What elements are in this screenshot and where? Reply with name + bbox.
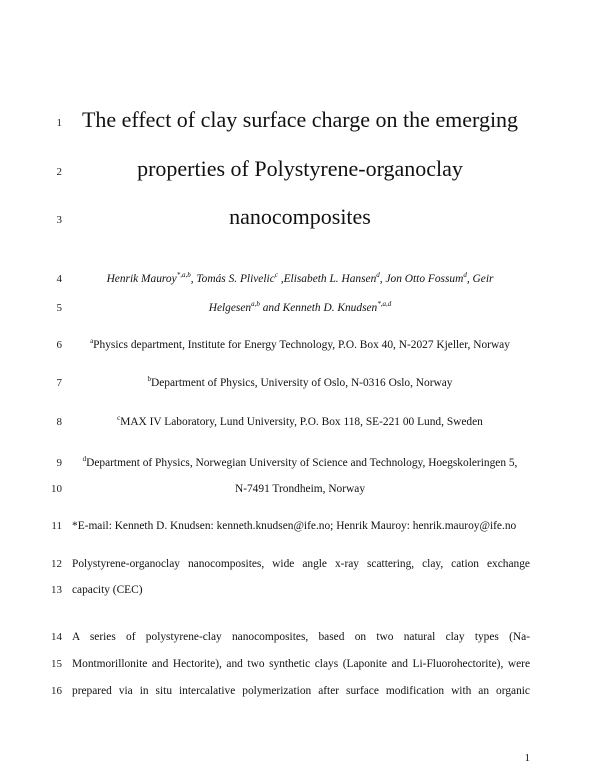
line-number: 5	[56, 302, 62, 314]
author-name: Elisabeth L. Hansen	[283, 273, 377, 285]
author-line-1: Henrik Mauroy$^{*,a,b}$, Tomás S. Plivelic$^c$ ,Elisabeth L. Hansen$^d$, Jon Otto Fossum$^d$, Geir	[106, 271, 494, 285]
author-line-2: Helgesen$^{a,b}$ and Kenneth D. Knudsen$^{*,a,d}$	[208, 300, 392, 314]
paper-title-line-2: properties of Polystyrene-organoclay	[137, 156, 463, 181]
author-mark: d	[376, 271, 380, 280]
affiliation-mark: d	[82, 455, 87, 464]
author-mark: c	[274, 271, 278, 280]
paper-title-line-3: nanocomposites	[229, 204, 371, 229]
author-name: Jon Otto Fossum	[385, 273, 464, 285]
abstract-line-3: prepared via in situ intercalative polymerization after surface modification with an organic	[72, 685, 530, 697]
line-number: 13	[51, 584, 62, 596]
affiliation-d-line-2: N-7491 Trondheim, Norway	[234, 483, 366, 495]
author-name: Henrik Mauroy	[106, 273, 177, 285]
affiliation-a: $^a$Physics department, Institute for Energy Technology, P.O. Box 40, N-2027 Kjeller, Norway	[90, 337, 510, 351]
line-number: 3	[56, 214, 62, 226]
author-mark: a,b	[251, 300, 260, 309]
line-number: 2	[56, 166, 62, 178]
line-number: 7	[56, 377, 62, 389]
line-number: 6	[56, 339, 62, 351]
affiliation-c: $^c$MAX IV Laboratory, Lund University, P.O. Box 118, SE-221 00 Lund, Sweden	[117, 414, 483, 428]
affiliation-d: $^d$Department of Physics, Norwegian University of Science and Technology, Hoegskoleringen 5,	[82, 455, 518, 469]
affiliation-mark: b	[147, 375, 151, 384]
line-number: 15	[51, 658, 62, 670]
affiliation-mark: c	[117, 414, 121, 423]
author-name: Kenneth D. Knudsen	[282, 302, 378, 314]
line-number: 8	[56, 416, 62, 428]
corresponding-email: *E-mail: Kenneth D. Knudsen: kenneth.knudsen@ife.no; Henrik Mauroy: henrik.mauroy@ife.no	[72, 520, 517, 532]
line-number: 16	[51, 685, 62, 697]
line-number: 10	[51, 483, 62, 495]
keywords-line-2: capacity (CEC)	[72, 584, 143, 596]
author-mark: d	[463, 271, 467, 280]
abstract-line-1: A series of polystyrene-clay nanocomposites, based on two natural clay types (Na-	[72, 631, 530, 643]
author-name-last: Helgesen	[208, 302, 252, 314]
line-number: 12	[51, 558, 62, 570]
abstract-line-2: Montmorillonite and Hectorite), and two synthetic clays (Laponite and Li-Fluorohectorite), were	[72, 658, 530, 670]
author-name-first: Geir	[472, 273, 494, 285]
line-number: 1	[56, 117, 62, 129]
page-number: 1	[524, 752, 530, 764]
keywords-line-1: Polystyrene-organoclay nanocomposites, wide angle x-ray scattering, clay, cation exchange	[72, 558, 530, 570]
paper-title-line-1: The effect of clay surface charge on the emerging	[81, 107, 519, 132]
line-number: 9	[56, 457, 62, 469]
author-mark: *,a,b	[176, 271, 191, 280]
line-number: 4	[56, 273, 62, 285]
line-number: 11	[51, 520, 62, 532]
affiliation-b: $^b$Department of Physics, University of Oslo, N-0316 Oslo, Norway	[147, 375, 453, 389]
author-name: Tomás S. Plivelic	[196, 273, 275, 285]
affiliation-mark: a	[90, 337, 94, 346]
line-number: 14	[51, 631, 62, 643]
author-mark: *,a,d	[377, 300, 392, 309]
